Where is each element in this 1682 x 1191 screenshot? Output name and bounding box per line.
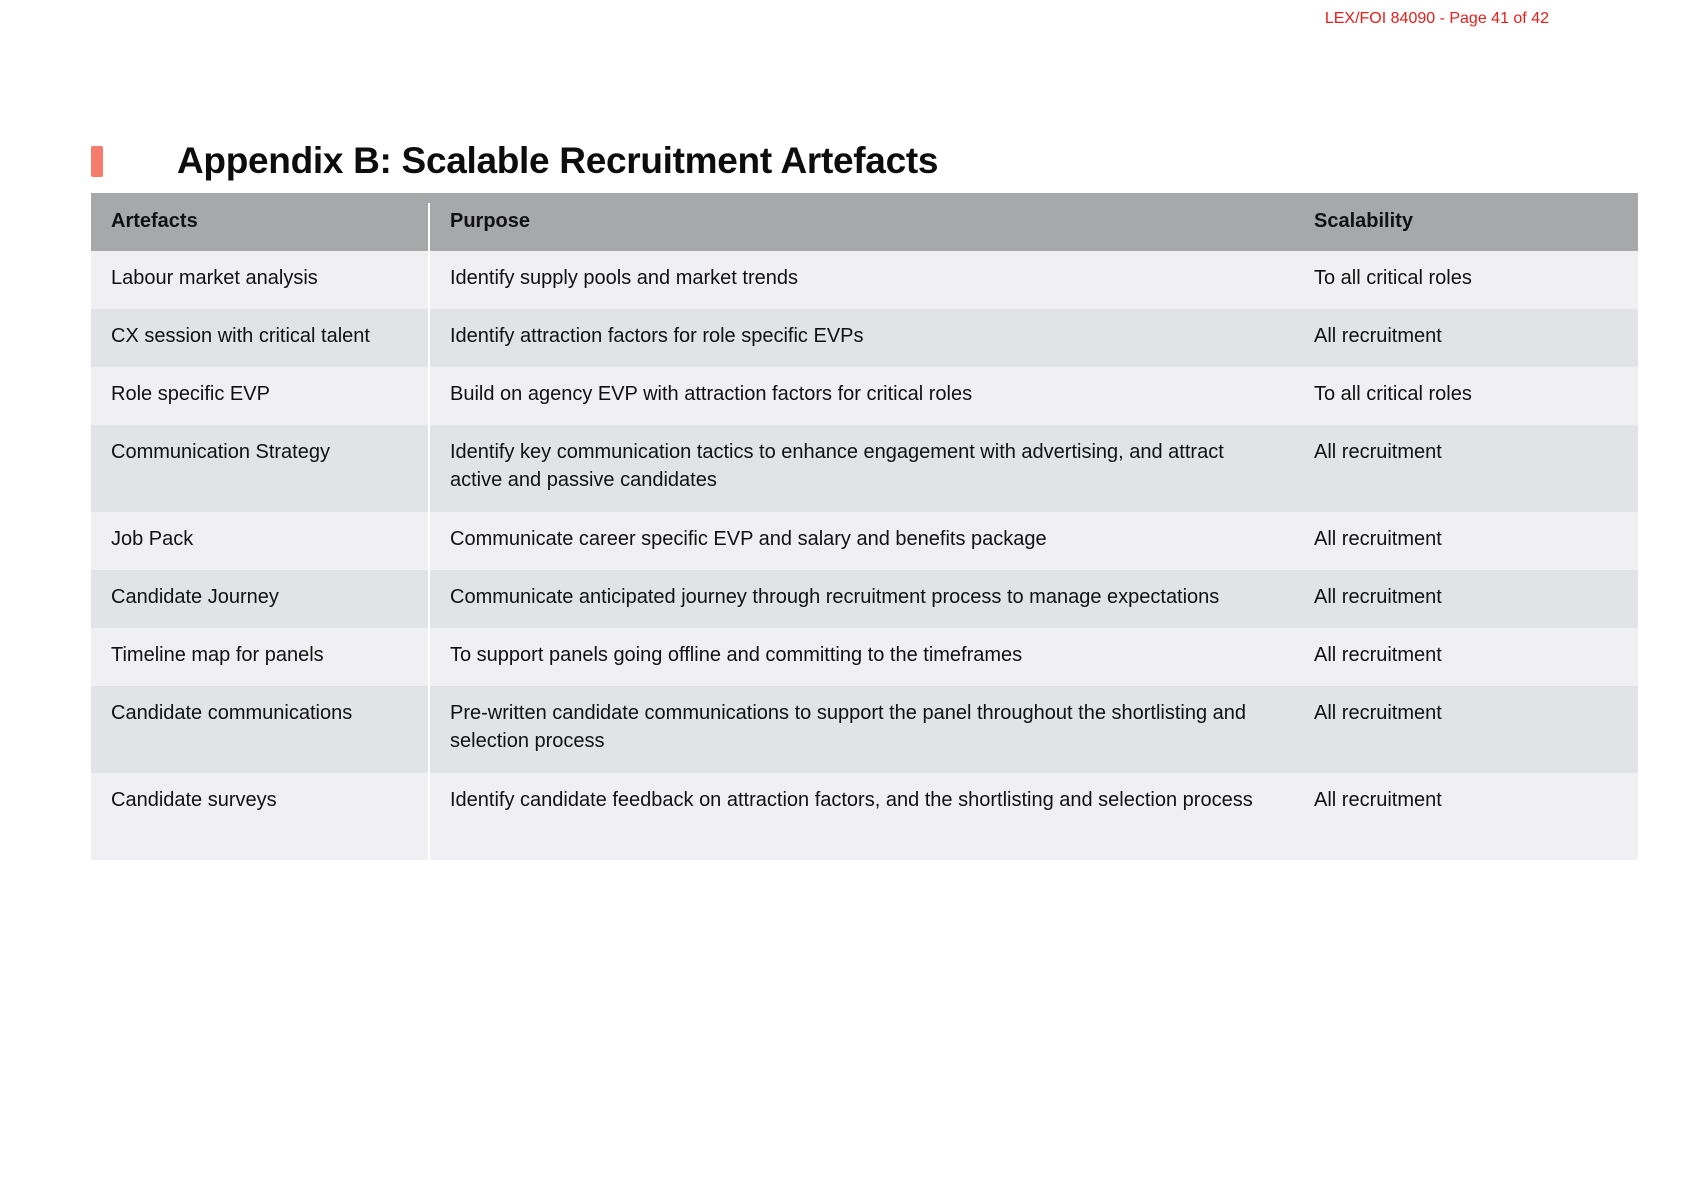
scalability-cell: All recruitment	[1314, 586, 1442, 608]
header-scalability: Scalability	[1314, 210, 1413, 232]
table-row	[91, 309, 1638, 367]
artefact-cell: Candidate communications	[91, 686, 430, 773]
artefacts-table	[91, 193, 1638, 860]
artefact-cell: CX session with critical talent	[91, 309, 430, 367]
scalability-cell: All recruitment	[1314, 789, 1442, 811]
table-row	[91, 251, 1638, 309]
table-row	[91, 425, 1638, 512]
scalability-cell: All recruitment	[1314, 528, 1442, 550]
purpose-cell: Identify key communication tactics to enhance engagement with advertising, and attract active and passive candidates	[450, 441, 1224, 491]
purpose-cell: Identify attraction factors for role specific EVPs	[450, 325, 864, 347]
table-header-row	[91, 193, 1638, 251]
scalability-cell: All recruitment	[1314, 644, 1442, 666]
artefact-cell: Labour market analysis	[91, 251, 430, 309]
table-row	[91, 686, 1638, 773]
purpose-cell: Identify supply pools and market trends	[450, 267, 798, 289]
header-purpose: Purpose	[450, 210, 531, 232]
purpose-cell: Communicate anticipated journey through recruitment process to manage expectations	[450, 586, 1220, 608]
purpose-cell: Build on agency EVP with attraction factors for critical roles	[450, 383, 973, 405]
table-row	[91, 570, 1638, 628]
purpose-cell: Identify candidate feedback on attraction factors, and the shortlisting and selection process	[450, 789, 1253, 811]
table-row	[91, 628, 1638, 686]
table-row	[91, 367, 1638, 425]
purpose-cell: To support panels going offline and committing to the timeframes	[450, 644, 1023, 666]
header-artefacts: Artefacts	[91, 203, 430, 251]
page-reference: LEX/FOI 84090 - Page 41 of 42	[1324, 10, 1549, 27]
artefact-cell: Candidate surveys	[91, 773, 430, 860]
table-row	[91, 773, 1638, 860]
title-accent-bar	[91, 146, 103, 177]
page-title: Appendix B: Scalable Recruitment Artefacts	[177, 140, 939, 181]
artefact-cell: Candidate Journey	[91, 570, 430, 628]
table-row	[91, 512, 1638, 570]
artefact-cell: Communication Strategy	[91, 425, 430, 512]
scalability-cell: To all critical roles	[1314, 383, 1472, 405]
purpose-cell: Communicate career specific EVP and salary and benefits package	[450, 528, 1047, 550]
scalability-cell: To all critical roles	[1314, 267, 1472, 289]
artefact-cell: Timeline map for panels	[91, 628, 430, 686]
artefact-cell: Job Pack	[91, 512, 430, 570]
artefact-cell: Role specific EVP	[91, 367, 430, 425]
scalability-cell: All recruitment	[1314, 702, 1442, 724]
scalability-cell: All recruitment	[1314, 441, 1442, 463]
purpose-cell: Pre-written candidate communications to support the panel throughout the shortlisting and selection process	[450, 702, 1247, 752]
scalability-cell: All recruitment	[1314, 325, 1442, 347]
